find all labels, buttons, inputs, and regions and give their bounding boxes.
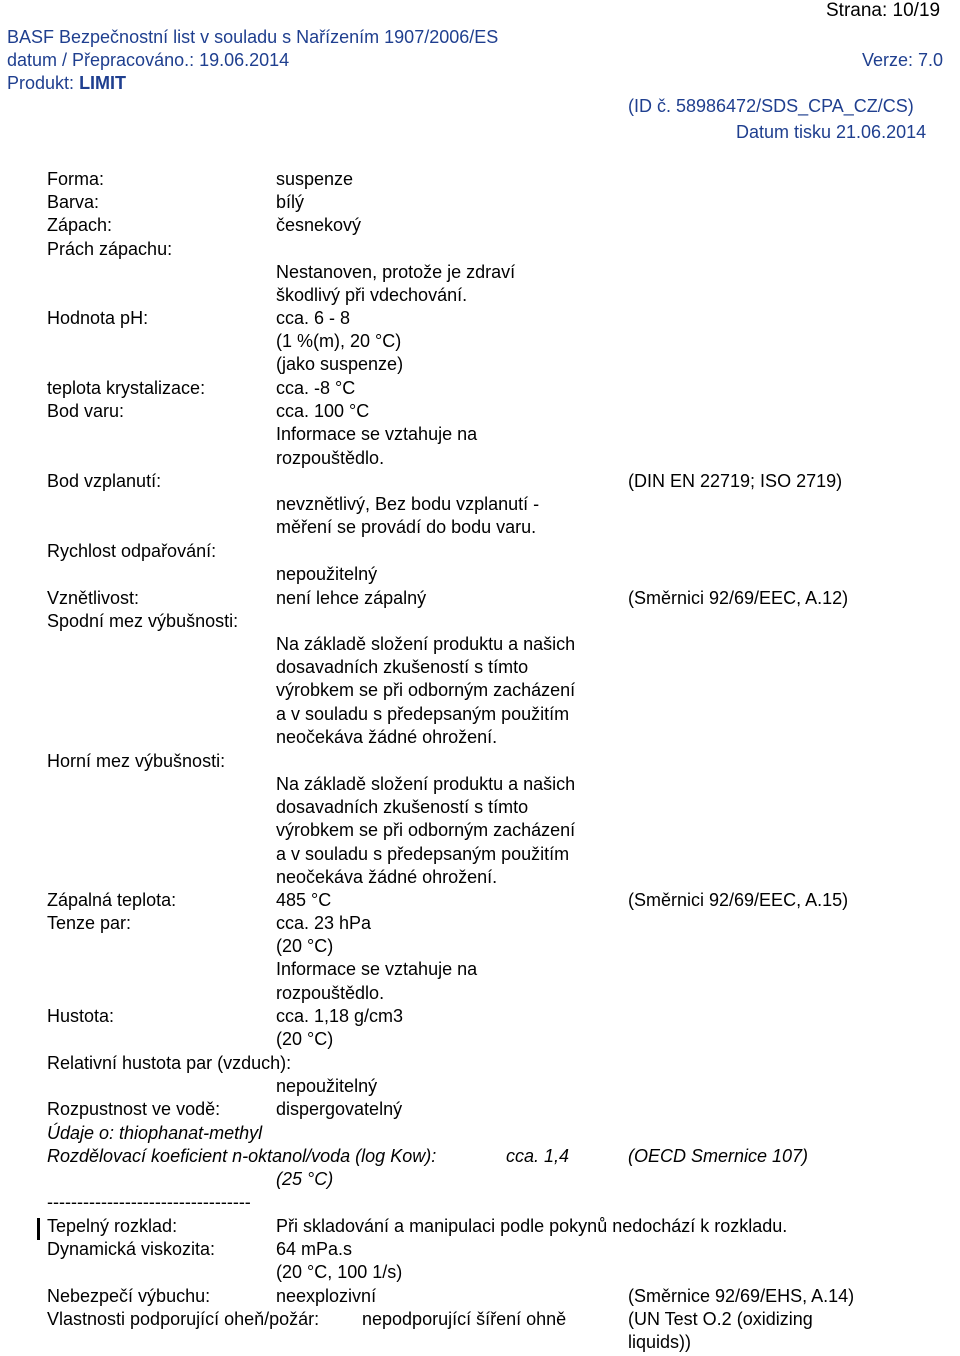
- label-kow: Rozdělovací koeficient n-oktanol/voda (log Kow):: [47, 1146, 437, 1166]
- value-spodni-mez-3: výrobkem se při odborným zacházení: [276, 680, 576, 700]
- label-viskozita: Dynamická viskozita:: [47, 1239, 216, 1259]
- label-zapalna-teplota: Zápalná teplota:: [47, 890, 177, 910]
- print-date: Datum tisku 21.06.2014: [736, 122, 927, 142]
- value-zapalna-teplota: 485 °C: [276, 890, 332, 910]
- value-relativni-hustota: nepoužitelný: [276, 1076, 378, 1096]
- value-forma: suspenze: [276, 169, 354, 189]
- ref-nebezpeci-vybuchu: (Směrnice 92/69/EHS, A.14): [628, 1286, 855, 1306]
- value-ph-3: (jako suspenze): [276, 354, 404, 374]
- label-vlastnosti-ohen: Vlastnosti podporující oheň/požár:: [47, 1309, 320, 1329]
- value-rozpustnost: dispergovatelný: [276, 1099, 403, 1119]
- label-bod-varu: Bod varu:: [47, 401, 125, 421]
- value-hustota-1: cca. 1,18 g/cm3: [276, 1006, 404, 1026]
- value-tepelny-rozklad: Při skladování a manipulaci podle pokynů nedochází k rozkladu.: [276, 1216, 788, 1236]
- value-prach-zapachu-2: škodlivý při vdechování.: [276, 285, 468, 305]
- value-tenze-par-2: (20 °C): [276, 936, 334, 956]
- value-ph-2: (1 %(m), 20 °C): [276, 331, 402, 351]
- value-viskozita-2: (20 °C, 100 1/s): [276, 1262, 403, 1282]
- ref-bod-vzplanuti: (DIN EN 22719; ISO 2719): [628, 471, 843, 491]
- label-vznetlivost: Vznětlivost:: [47, 588, 140, 608]
- value-tenze-par-1: cca. 23 hPa: [276, 913, 372, 933]
- label-odparovani: Rychlost odpařování:: [47, 541, 217, 561]
- label-zapach: Zápach:: [47, 215, 113, 235]
- label-krystalizace: teplota krystalizace:: [47, 378, 206, 398]
- label-prach-zapachu: Prách zápachu:: [47, 239, 173, 259]
- product-label: Produkt:: [7, 73, 75, 93]
- value-kow-2: (25 °C): [276, 1169, 334, 1189]
- page-number: Strana: 10/19: [826, 0, 941, 21]
- label-bod-vzplanuti: Bod vzplanutí:: [47, 471, 162, 491]
- label-nebezpeci-vybuchu: Nebezpečí výbuchu:: [47, 1286, 211, 1306]
- label-tenze-par: Tenze par:: [47, 913, 132, 933]
- label-barva: Barva:: [47, 192, 100, 212]
- value-tenze-par-3: Informace se vztahuje na: [276, 959, 478, 979]
- ref-vlastnosti-ohen-2: liquids)): [628, 1332, 692, 1352]
- value-horni-mez-3: výrobkem se při odborným zacházení: [276, 820, 576, 840]
- ref-vznetlivost: (Směrnici 92/69/EEC, A.12): [628, 588, 849, 608]
- value-horni-mez-2: dosavadních zkušeností s tímto: [276, 797, 529, 817]
- value-zapach: česnekový: [276, 215, 362, 235]
- label-forma: Forma:: [47, 169, 105, 189]
- label-horni-mez: Horní mez výbušnosti:: [47, 751, 226, 771]
- value-spodni-mez-5: neočekáva žádné ohrožení.: [276, 727, 498, 747]
- value-spodni-mez-4: a v souladu s předepsaným použitím: [276, 704, 570, 724]
- value-ph-1: cca. 6 - 8: [276, 308, 351, 328]
- label-hustota: Hustota:: [47, 1006, 115, 1026]
- label-tepelny-rozklad: Tepelný rozklad:: [47, 1216, 178, 1236]
- value-tenze-par-4: rozpouštědlo.: [276, 983, 385, 1003]
- value-bod-varu-2: Informace se vztahuje na: [276, 424, 478, 444]
- document-title: BASF Bezpečnostní list v souladu s Nařízením 1907/2006/ES: [7, 27, 499, 47]
- value-vlastnosti-ohen: nepodporující šíření ohně: [362, 1309, 567, 1329]
- value-bod-varu-1: cca. 100 °C: [276, 401, 370, 421]
- document-id: (ID č. 58986472/SDS_CPA_CZ/CS): [628, 96, 914, 116]
- value-spodni-mez-1: Na základě složení produktu a našich: [276, 634, 576, 654]
- value-barva: bílý: [276, 192, 305, 212]
- value-bod-vzplanuti-1: nevznětlivý, Bez bodu vzplanutí -: [276, 494, 540, 514]
- data-about-substance: Údaje o: thiophanat-methyl: [47, 1123, 263, 1143]
- value-nebezpeci-vybuchu: neexplozivní: [276, 1286, 377, 1306]
- value-viskozita-1: 64 mPa.s: [276, 1239, 353, 1259]
- value-krystalizace: cca. -8 °C: [276, 378, 356, 398]
- version: Verze: 7.0: [862, 50, 944, 70]
- value-vznetlivost: není lehce zápalný: [276, 588, 427, 608]
- value-bod-varu-3: rozpouštědlo.: [276, 448, 385, 468]
- value-kow: cca. 1,4: [506, 1146, 570, 1166]
- label-ph: Hodnota pH:: [47, 308, 149, 328]
- label-rozpustnost: Rozpustnost ve vodě:: [47, 1099, 221, 1119]
- change-marker: [37, 1218, 40, 1240]
- revision-date: datum / Přepracováno.: 19.06.2014: [7, 50, 290, 70]
- value-prach-zapachu-1: Nestanoven, protože je zdraví: [276, 262, 516, 282]
- value-horni-mez-1: Na základě složení produktu a našich: [276, 774, 576, 794]
- product-name: LIMIT: [79, 73, 127, 93]
- value-odparovani: nepoužitelný: [276, 564, 378, 584]
- value-spodni-mez-2: dosavadních zkušeností s tímto: [276, 657, 529, 677]
- separator: ----------------------------------: [47, 1192, 251, 1212]
- value-horni-mez-4: a v souladu s předepsaným použitím: [276, 844, 570, 864]
- ref-vlastnosti-ohen-1: (UN Test O.2 (oxidizing: [628, 1309, 813, 1329]
- ref-kow: (OECD Smernice 107): [628, 1146, 809, 1166]
- value-horni-mez-5: neočekáva žádné ohrožení.: [276, 867, 498, 887]
- value-hustota-2: (20 °C): [276, 1029, 334, 1049]
- ref-zapalna-teplota: (Směrnici 92/69/EEC, A.15): [628, 890, 849, 910]
- label-spodni-mez: Spodní mez výbušnosti:: [47, 611, 239, 631]
- value-bod-vzplanuti-2: měření se provádí do bodu varu.: [276, 517, 537, 537]
- product-line: [7, 72, 126, 94]
- label-relativni-hustota: Relativní hustota par (vzduch):: [47, 1053, 292, 1073]
